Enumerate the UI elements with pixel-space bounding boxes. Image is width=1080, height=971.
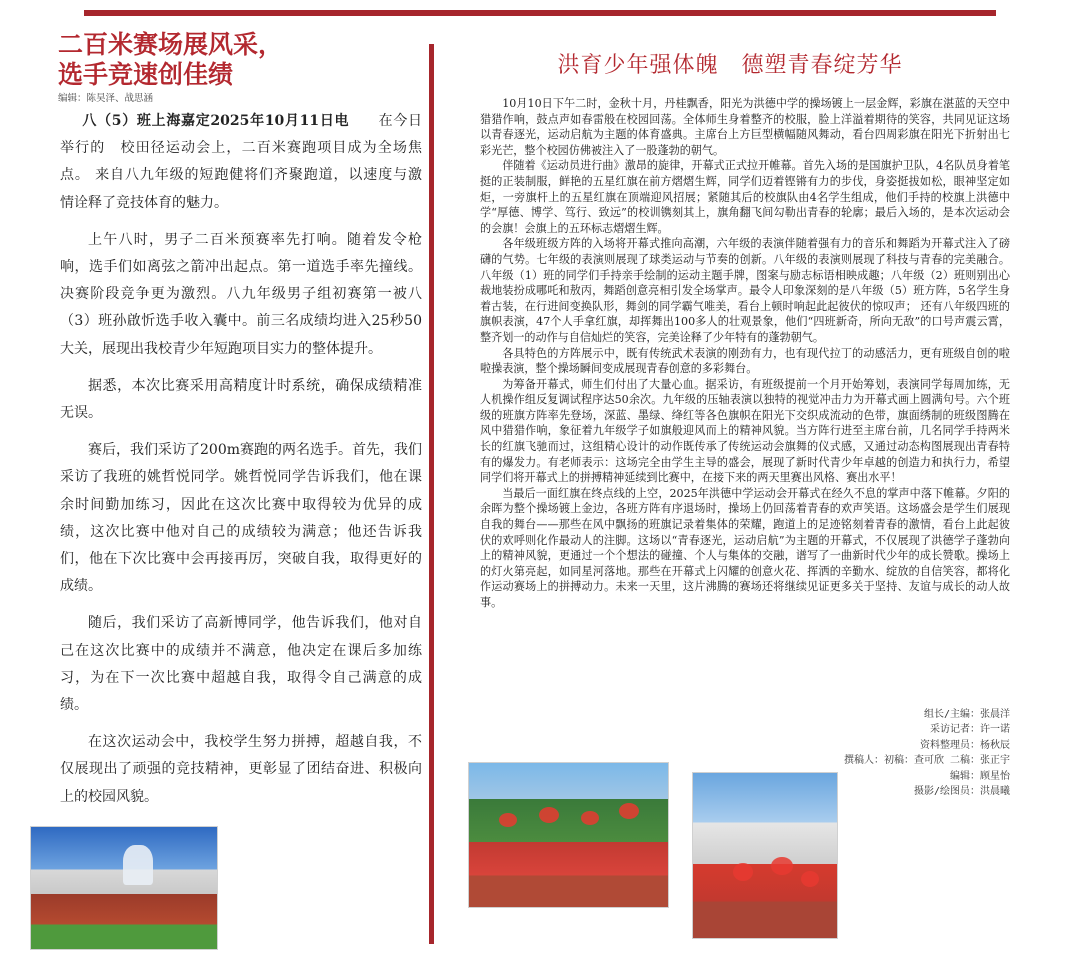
paragraph: 据悉，本次比赛采用高精度计时系统，确保成绩精准无误。 bbox=[60, 377, 422, 422]
paragraph-text: 在今日举行的 校田径运动会上，二百米赛跑项目成为全场焦点。 来自八九年级的短跑健将们齐聚跑道，以速度与激 情诠释了竞技体育的魅力。 bbox=[60, 113, 436, 211]
left-editors: 编辑：陈昊泽、战思涵 bbox=[58, 93, 154, 104]
paragraph: 赛后，我们采访了200m赛跑的两名选手。首先，我们采访了我班的姚哲悦同学。姚哲悦同学告诉我们，他在课余时间勤加练习，因此在这次比赛中取得较为优异的成绩，这次比赛中他对自己的成绩较为满意；他还告诉我们，他在下次比赛中会再接再厉，突破自我，取得更好的成绩。 bbox=[60, 442, 422, 595]
credit-line: 资料整理员：杨秋辰 bbox=[920, 739, 1010, 751]
credit-line: 采访记者：许一诺 bbox=[930, 724, 1010, 736]
dateline: 八（5）班上海嘉定2025年10月11日电 bbox=[82, 113, 350, 129]
paragraph: 为筹备开幕式，师生们付出了大量心血。据采访，有班级提前一个月开始筹划，表演同学每周加练，无人机操作组反复调试程序达50余次。九年级的压轴表演以独特的视觉冲击力为开幕式画上圆满句号。六个班级的班旗方阵率先登场，深蓝、墨绿、绛红等各色旗帜在阳光下交织成流动的色带，旗面绣制的班级图腾在风中猎猎作响，象征着九年级学子如旗般迎风而上的精神风貌。当方阵行进至主席台前，几名同学手持两米长的红旗飞驰而过，这组精心设计的动作既传承了传统运动会旗舞的仪式感，又通过动态构图展现出青春特有的爆发力。有老师表示：这场完全由学生主导的盛会，展现了新时代青少年卓越的创造力和执行力，希望同学们将开幕式上的拼搏精神延续到比赛中，在接下来的两天里赛出风格、赛出水平！ bbox=[480, 377, 1010, 485]
paragraph: 各具特色的方阵展示中，既有传统武术表演的刚劲有力，也有现代拉丁的动感活力，更有班级自创的啦啦操表演，整个操场瞬间变成展现青春创意的多彩舞台。 bbox=[480, 346, 1010, 376]
left-article-body bbox=[60, 108, 436, 821]
right-article-title: 洪育少年强体魄 德塑青春绽芳华 bbox=[557, 53, 903, 78]
credit-line: 撰稿人：初稿：查可欣 二稿：张正宇 bbox=[843, 755, 1010, 767]
paragraph: 当最后一面红旗在终点线的上空，2025年洪德中学运动会开幕式在经久不息的掌声中落下帷幕。夕阳的余晖为整个操场镀上金边，各班方阵有序退场时，操场上仍回荡着青春的欢声笑语。这场盛会是学生们展现自我的舞台——那些在风中飘扬的班旗记录着集体的荣耀，跑道上的足迹铭刻着青春的激情，看台上此起彼伏的欢呼则化作最动人的注脚。这场以“青春逐光，运动启航”为主题的开幕式，不仅展现了洪德学子蓬勃向上的精神风貌，更通过一个个想法的碰撞、个人与集体的交融，谱写了一曲新时代少年的成长赞歌。操场上的灯火第亮起，如同星河落地。那些在开幕式上闪耀的创意火花、挥洒的辛勤水、绽放的自信笑容，都将化作运动赛场上的拼搏动力。未来一天里，这片沸腾的赛场还将继续见证更多关于坚持、友谊与成长的动人故事。 bbox=[480, 486, 1010, 609]
paragraph: 上午八时，男子二百米预赛率先打响。随着发令枪响，选手们如离弦之箭冲出起点。第一道选手率先撞线。决赛阶段竞争更为激烈。八九年级男子组初赛第一被八（3）班孙啟忻选手收入囊中。前三名成绩均进入25秒50大关，展现出我校青少年短跑项目实力的整体提升。 bbox=[60, 231, 422, 357]
right-article-body bbox=[480, 96, 1010, 611]
paragraph: 各年级班级方阵的入场将开幕式推向高潮，六年级的表演伴随着强有力的音乐和舞蹈为开幕式注入了磅礴的气势。七年级的表演则展现了球类运动与节奏的创新。八年级的表演则展现了科技与青春的完美融合。八年级（1）班的同学们手持亲手绘制的运动主题手牌，图案与励志标语相映成趣；八年级（2）班则别出心裁地装扮成哪吒和敖丙，舞蹈创意亮相引发全场掌声。最令人印象深刻的是八年级（5）班方阵，5名学生身着古装，在行进间变换队形，舞剑的同学霸气唯美，看台上顿时响起此起彼伏的惊叹声； 还有八年级四班的旗帜表演，47个人手拿红旗，却挥舞出100多人的壮观景象，他们“四班新奇，所向无敌”的口号声震云霄，整齐划一的动作与自信灿烂的笑容，完美诠释了少年特有的蓬勃朝气。 bbox=[480, 237, 1010, 344]
paragraph: 在这次运动会中，我校学生努力拼搏，超越自我，不仅展现出了顽强的竞技精神，更彰显了团结奋进、积极向上的校园风貌。 bbox=[60, 734, 422, 805]
credit-line: 编辑：顾星怡 bbox=[950, 770, 1010, 782]
top-rule bbox=[84, 10, 996, 16]
left-article-title bbox=[58, 30, 418, 90]
left-title-line-1: 二百米赛场展风采， bbox=[58, 30, 284, 59]
credit-line: 组长/主编：张晨洋 bbox=[923, 709, 1010, 720]
credit-line: 摄影/绘图员：洪晨曦 bbox=[913, 786, 1010, 798]
paragraph bbox=[60, 108, 436, 217]
track-photo bbox=[30, 826, 218, 950]
paragraph: 随后，我们采访了高新博同学，他告诉我们，他对自己在这次比赛中的成绩并不满意，他决定在课后多加练习，为在下一次比赛中超越自我，取得令自己满意的成绩。 bbox=[60, 615, 422, 714]
flag-parade-photo bbox=[468, 762, 669, 908]
paragraph: 伴随着《运动员进行曲》激昂的旋律，开幕式正式拉开帷幕。首先入场的是国旗护卫队，4名队员身着笔挺的正装制服，鲜艳的五星红旗在前方熠熠生辉，同学们迈着铿锵有力的步伐，身姿挺拔如松，眼神坚定如炬，一旁旗杆上的五星红旗在顶端迎风招展；紧随其后的校旗队由4名学生组成，他们手持的校旗上洪德中学“厚德、博学、笃行、致远”的校训镌刻其上，旗角翻飞间勾勒出青春的轮廓；最后入场的，是本次运动会的会旗！会旗上的五环标志熠熠生辉。 bbox=[480, 159, 1010, 235]
paragraph: 10月10日下午二时，金秋十月，丹桂飘香，阳光为洪德中学的操场镀上一层金辉，彩旗在湛蓝的天空中猎猎作响，鼓点声如春雷般在校园回荡。全体师生身着整齐的校服，脸上洋溢着期待的笑容，共同见证这场以青春逐光，运动启航为主题的体育盛典。主席台上方巨型横幅随风舞动，看台四周彩旗在阳光下折射出七彩光芒，整个校园仿佛被注入了一股蓬勃的朝气。 bbox=[480, 97, 1010, 157]
flag-team-photo bbox=[692, 772, 838, 939]
left-title-line-2: 选手竞速创佳绩 bbox=[58, 60, 234, 89]
